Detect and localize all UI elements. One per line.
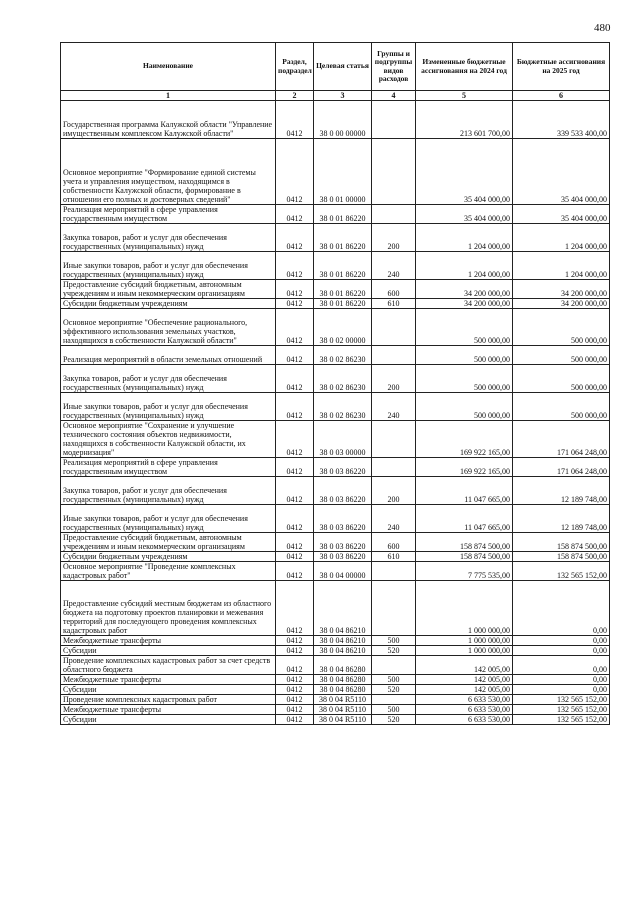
cell-name: Реализация мероприятий в области земельных отношений	[61, 346, 276, 365]
cell-v2024: 500 000,00	[416, 365, 513, 393]
table-row	[61, 533, 610, 552]
cell-group: 240	[372, 252, 416, 280]
cell-name: Проведение комплексных кадастровых работ за счет средств областного бюджета	[61, 656, 276, 675]
cell-group: 600	[372, 280, 416, 299]
cell-group	[372, 346, 416, 365]
cell-name: Государственная программа Калужской области "Управление имущественным комплексом Калужской области"	[61, 101, 276, 139]
cell-v2025: 158 874 500,00	[513, 552, 610, 562]
table-row	[61, 477, 610, 505]
cell-group: 500	[372, 675, 416, 685]
cell-section: 0412	[276, 139, 314, 205]
cell-v2025: 1 204 000,00	[513, 224, 610, 252]
cell-name: Реализация мероприятий в сфере управления государственным имуществом	[61, 205, 276, 224]
column-number: 1	[61, 91, 276, 101]
cell-v2024: 6 633 530,00	[416, 715, 513, 725]
cell-v2024: 142 005,00	[416, 675, 513, 685]
table-row	[61, 346, 610, 365]
cell-v2025: 0,00	[513, 685, 610, 695]
cell-v2025: 132 565 152,00	[513, 695, 610, 705]
cell-section: 0412	[276, 675, 314, 685]
page-number: 480	[594, 22, 611, 34]
cell-target: 38 0 03 00000	[314, 421, 372, 458]
cell-section: 0412	[276, 252, 314, 280]
cell-name: Предоставление субсидий бюджетным, автономным учреждениям и иным некоммерческим организациям	[61, 280, 276, 299]
cell-v2024: 6 633 530,00	[416, 705, 513, 715]
cell-target: 38 0 04 86280	[314, 675, 372, 685]
table-row	[61, 101, 610, 139]
cell-section: 0412	[276, 309, 314, 346]
cell-group: 610	[372, 299, 416, 309]
cell-name: Субсидии	[61, 715, 276, 725]
cell-name: Предоставление субсидий местным бюджетам из областного бюджета на подготовку проектов планировки и межевания территорий для последующего проведения комплексных кадастровых работ	[61, 581, 276, 636]
cell-v2024: 158 874 500,00	[416, 533, 513, 552]
cell-v2024: 1 000 000,00	[416, 646, 513, 656]
cell-section: 0412	[276, 581, 314, 636]
cell-section: 0412	[276, 224, 314, 252]
cell-name: Иные закупки товаров, работ и услуг для обеспечения государственных (муниципальных) нужд	[61, 252, 276, 280]
table-row	[61, 365, 610, 393]
cell-name: Проведение комплексных кадастровых работ	[61, 695, 276, 705]
cell-group: 200	[372, 365, 416, 393]
cell-v2025: 0,00	[513, 646, 610, 656]
table-row	[61, 656, 610, 675]
column-number: 5	[416, 91, 513, 101]
cell-v2024: 6 633 530,00	[416, 695, 513, 705]
table-row	[61, 705, 610, 715]
cell-v2025: 132 565 152,00	[513, 715, 610, 725]
cell-name: Закупка товаров, работ и услуг для обеспечения государственных (муниципальных) нужд	[61, 477, 276, 505]
table-body	[61, 101, 610, 725]
cell-v2025: 12 189 748,00	[513, 477, 610, 505]
cell-section: 0412	[276, 695, 314, 705]
cell-name: Межбюджетные трансферты	[61, 675, 276, 685]
cell-target: 38 0 02 00000	[314, 309, 372, 346]
cell-group	[372, 205, 416, 224]
cell-name: Иные закупки товаров, работ и услуг для обеспечения государственных (муниципальных) нужд	[61, 393, 276, 421]
cell-section: 0412	[276, 685, 314, 695]
cell-target: 38 0 01 86220	[314, 224, 372, 252]
cell-group: 200	[372, 477, 416, 505]
header-section: Раздел, подраздел	[276, 43, 314, 91]
cell-target: 38 0 00 00000	[314, 101, 372, 139]
cell-section: 0412	[276, 552, 314, 562]
cell-name: Межбюджетные трансферты	[61, 636, 276, 646]
cell-v2024: 169 922 165,00	[416, 421, 513, 458]
table-row	[61, 205, 610, 224]
cell-group: 520	[372, 685, 416, 695]
cell-v2025: 35 404 000,00	[513, 139, 610, 205]
cell-name: Субсидии бюджетным учреждениям	[61, 552, 276, 562]
cell-target: 38 0 03 86220	[314, 552, 372, 562]
cell-v2024: 169 922 165,00	[416, 458, 513, 477]
cell-target: 38 0 04 86280	[314, 685, 372, 695]
cell-target: 38 0 01 86220	[314, 205, 372, 224]
table-row	[61, 458, 610, 477]
cell-group: 520	[372, 646, 416, 656]
cell-name: Основное мероприятие "Сохранение и улучшение технического состояния объектов недвижимости, находящихся в собственности Калужской области, их модернизация"	[61, 421, 276, 458]
cell-group: 500	[372, 705, 416, 715]
cell-v2024: 1 204 000,00	[416, 224, 513, 252]
cell-section: 0412	[276, 101, 314, 139]
cell-section: 0412	[276, 715, 314, 725]
cell-name: Основное мероприятие "Обеспечение рационального, эффективного использования земельных участков, находящихся в собственности Калужской области"	[61, 309, 276, 346]
column-number: 6	[513, 91, 610, 101]
cell-section: 0412	[276, 636, 314, 646]
cell-group	[372, 458, 416, 477]
cell-target: 38 0 01 00000	[314, 139, 372, 205]
cell-name: Субсидии	[61, 646, 276, 656]
table-row	[61, 505, 610, 533]
cell-group: 200	[372, 224, 416, 252]
cell-v2024: 35 404 000,00	[416, 205, 513, 224]
cell-v2024: 35 404 000,00	[416, 139, 513, 205]
cell-name: Основное мероприятие "Формирование единой системы учета и управления имуществом, находящимся в собственности Калужской области, формирование в отношении его полных и достоверных сведений"	[61, 139, 276, 205]
cell-v2024: 34 200 000,00	[416, 299, 513, 309]
cell-group	[372, 101, 416, 139]
cell-v2024: 34 200 000,00	[416, 280, 513, 299]
budget-table	[60, 42, 610, 725]
cell-target: 38 0 03 86220	[314, 505, 372, 533]
cell-group	[372, 309, 416, 346]
cell-group	[372, 421, 416, 458]
cell-v2025: 500 000,00	[513, 393, 610, 421]
cell-v2025: 500 000,00	[513, 346, 610, 365]
cell-v2025: 0,00	[513, 581, 610, 636]
cell-name: Закупка товаров, работ и услуг для обеспечения государственных (муниципальных) нужд	[61, 224, 276, 252]
header-amended-2024: Измененные бюджетные ассигнования на 2024 год	[416, 43, 513, 91]
cell-group: 520	[372, 715, 416, 725]
cell-section: 0412	[276, 477, 314, 505]
cell-name: Реализация мероприятий в сфере управления государственным имуществом	[61, 458, 276, 477]
cell-v2025: 171 064 248,00	[513, 421, 610, 458]
cell-target: 38 0 04 86210	[314, 581, 372, 636]
table-row	[61, 139, 610, 205]
cell-name: Предоставление субсидий бюджетным, автономным учреждениям и иным некоммерческим организациям	[61, 533, 276, 552]
table-row	[61, 646, 610, 656]
cell-group: 240	[372, 505, 416, 533]
table-row	[61, 393, 610, 421]
cell-v2024: 11 047 665,00	[416, 505, 513, 533]
cell-group: 610	[372, 552, 416, 562]
cell-target: 38 0 04 R5110	[314, 715, 372, 725]
cell-v2024: 158 874 500,00	[416, 552, 513, 562]
cell-target: 38 0 04 86210	[314, 646, 372, 656]
column-number: 2	[276, 91, 314, 101]
cell-target: 38 0 03 86220	[314, 477, 372, 505]
cell-name: Межбюджетные трансферты	[61, 705, 276, 715]
cell-target: 38 0 01 86220	[314, 252, 372, 280]
cell-v2025: 132 565 152,00	[513, 705, 610, 715]
cell-group: 500	[372, 636, 416, 646]
cell-name: Субсидии	[61, 685, 276, 695]
cell-v2025: 34 200 000,00	[513, 299, 610, 309]
cell-target: 38 0 04 R5110	[314, 705, 372, 715]
table-row	[61, 715, 610, 725]
cell-group	[372, 581, 416, 636]
cell-name: Субсидии бюджетным учреждениям	[61, 299, 276, 309]
table-row	[61, 280, 610, 299]
cell-v2024: 7 775 535,00	[416, 562, 513, 581]
cell-target: 38 0 01 86220	[314, 280, 372, 299]
cell-target: 38 0 02 86230	[314, 365, 372, 393]
table-row	[61, 224, 610, 252]
cell-target: 38 0 02 86230	[314, 346, 372, 365]
header-groups: Группы и подгруппы видов расходов	[372, 43, 416, 91]
cell-target: 38 0 03 86220	[314, 533, 372, 552]
header-budget-2025: Бюджетные ассигнования на 2025 год	[513, 43, 610, 91]
cell-section: 0412	[276, 505, 314, 533]
cell-section: 0412	[276, 533, 314, 552]
column-number: 4	[372, 91, 416, 101]
cell-group	[372, 562, 416, 581]
cell-group	[372, 139, 416, 205]
cell-group	[372, 695, 416, 705]
table-row	[61, 636, 610, 646]
cell-target: 38 0 04 00000	[314, 562, 372, 581]
cell-section: 0412	[276, 346, 314, 365]
cell-target: 38 0 04 R5110	[314, 695, 372, 705]
cell-v2025: 500 000,00	[513, 309, 610, 346]
cell-v2025: 34 200 000,00	[513, 280, 610, 299]
cell-v2025: 158 874 500,00	[513, 533, 610, 552]
table-row	[61, 309, 610, 346]
cell-v2024: 500 000,00	[416, 309, 513, 346]
cell-v2025: 132 565 152,00	[513, 562, 610, 581]
cell-v2024: 1 000 000,00	[416, 636, 513, 646]
cell-section: 0412	[276, 646, 314, 656]
cell-target: 38 0 03 86220	[314, 458, 372, 477]
cell-target: 38 0 04 86210	[314, 636, 372, 646]
cell-section: 0412	[276, 421, 314, 458]
cell-v2025: 0,00	[513, 636, 610, 646]
cell-v2024: 1 000 000,00	[416, 581, 513, 636]
table-row	[61, 299, 610, 309]
cell-v2025: 12 189 748,00	[513, 505, 610, 533]
cell-v2025: 35 404 000,00	[513, 205, 610, 224]
table-row	[61, 562, 610, 581]
cell-section: 0412	[276, 562, 314, 581]
cell-section: 0412	[276, 365, 314, 393]
table-row	[61, 581, 610, 636]
cell-v2024: 11 047 665,00	[416, 477, 513, 505]
cell-section: 0412	[276, 458, 314, 477]
cell-v2025: 0,00	[513, 675, 610, 685]
cell-v2024: 1 204 000,00	[416, 252, 513, 280]
cell-v2025: 500 000,00	[513, 365, 610, 393]
column-number: 3	[314, 91, 372, 101]
table-row	[61, 685, 610, 695]
cell-name: Основное мероприятие "Проведение комплексных кадастровых работ"	[61, 562, 276, 581]
table-row	[61, 695, 610, 705]
cell-v2024: 500 000,00	[416, 393, 513, 421]
cell-v2025: 171 064 248,00	[513, 458, 610, 477]
cell-v2024: 213 601 700,00	[416, 101, 513, 139]
cell-v2024: 142 005,00	[416, 656, 513, 675]
header-target: Целевая статья	[314, 43, 372, 91]
cell-section: 0412	[276, 393, 314, 421]
header-name: Наименование	[61, 43, 276, 91]
cell-name: Закупка товаров, работ и услуг для обеспечения государственных (муниципальных) нужд	[61, 365, 276, 393]
cell-v2024: 500 000,00	[416, 346, 513, 365]
cell-group: 240	[372, 393, 416, 421]
cell-section: 0412	[276, 299, 314, 309]
table-row	[61, 675, 610, 685]
cell-v2025: 1 204 000,00	[513, 252, 610, 280]
cell-target: 38 0 02 86230	[314, 393, 372, 421]
cell-target: 38 0 01 86220	[314, 299, 372, 309]
cell-v2025: 0,00	[513, 656, 610, 675]
table-row	[61, 252, 610, 280]
table-row	[61, 552, 610, 562]
cell-section: 0412	[276, 656, 314, 675]
cell-name: Иные закупки товаров, работ и услуг для обеспечения государственных (муниципальных) нужд	[61, 505, 276, 533]
cell-v2024: 142 005,00	[416, 685, 513, 695]
cell-group	[372, 656, 416, 675]
cell-v2025: 339 533 400,00	[513, 101, 610, 139]
cell-section: 0412	[276, 705, 314, 715]
cell-section: 0412	[276, 280, 314, 299]
cell-target: 38 0 04 86280	[314, 656, 372, 675]
table-row	[61, 421, 610, 458]
cell-section: 0412	[276, 205, 314, 224]
cell-group: 600	[372, 533, 416, 552]
